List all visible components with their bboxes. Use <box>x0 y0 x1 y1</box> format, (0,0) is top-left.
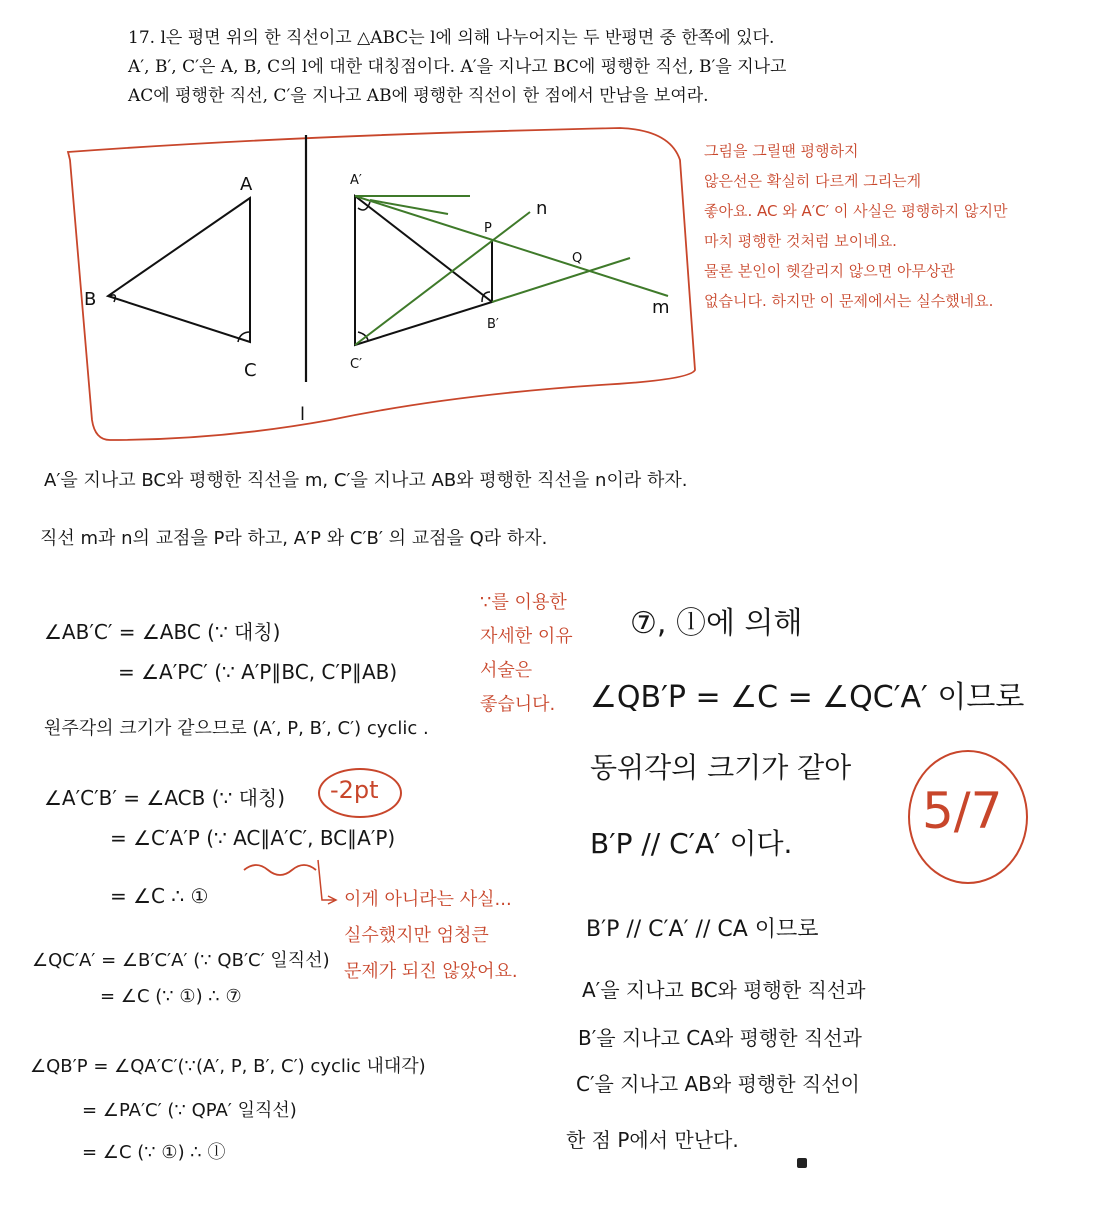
proof-line: = ∠A′PC′ (∵ A′P∥BC, C′P∥AB) <box>118 660 398 684</box>
proof-line: ∠AB′C′ = ∠ABC (∵ 대칭) <box>44 620 281 644</box>
note-line: 좋아요. AC 와 A′C′ 이 사실은 평행하지 않지만 <box>704 202 1008 220</box>
intro-line-2: 직선 m과 n의 교점을 P라 하고, A′P 와 C′B′ 의 교점을 Q라 하자. <box>40 528 548 549</box>
label-l: l <box>300 404 306 425</box>
deduction-circle <box>318 768 402 818</box>
proof-line: ∠QB′P = ∠QA′C′(∵(A′, P, B′, C′) cyclic 내대각) <box>30 1056 426 1077</box>
mistake-note <box>344 882 518 990</box>
note-line: ∵를 이용한 <box>480 592 567 613</box>
intro-line-1: A′을 지나고 BC와 평행한 직선을 m, C′을 지나고 AB와 평행한 직선을 n이라 하자. <box>44 470 688 491</box>
problem-line: AC에 평행한 직선, C′을 지나고 AB에 평행한 직선이 한 점에서 만남을 보여라. <box>128 86 709 106</box>
score-text: 5/7 <box>922 782 1003 840</box>
proof-line: ⑦, ⓛ에 의해 <box>630 606 803 641</box>
detail-note <box>480 586 573 722</box>
label-b: B <box>84 289 97 310</box>
note-line: 서술은 <box>480 660 533 681</box>
note-line: 문제가 되진 않았어요. <box>344 961 518 982</box>
proof-line: = ∠C ∴ ① <box>110 884 209 908</box>
proof-line: 원주각의 크기가 같으므로 (A′, P, B′, C′) cyclic . <box>44 718 429 739</box>
note-line: 자세한 이유 <box>480 626 573 647</box>
proof-line: B′P // C′A′ // CA 이므로 <box>586 917 819 942</box>
note-line: 않은선은 확실히 다르게 그리는게 <box>704 172 922 190</box>
label-a1: A′ <box>350 173 362 188</box>
label-b1: B′ <box>487 317 499 332</box>
note-line: 없습니다. 하지만 이 문제에서는 실수했네요. <box>704 292 994 310</box>
ink-mark <box>797 1158 807 1168</box>
note-line: 이게 아니라는 사실... <box>344 889 512 910</box>
proof-line: ∠A′C′B′ = ∠ACB (∵ 대칭) <box>44 786 286 810</box>
proof-line: A′을 지나고 BC와 평행한 직선과 <box>582 978 866 1002</box>
proof-line: = ∠C′A′P (∵ AC∥A′C′, BC∥A′P) <box>110 826 396 850</box>
proof-line: 한 점 P에서 만난다. <box>566 1128 739 1152</box>
proof-line: 동위각의 크기가 같아 <box>590 751 852 784</box>
problem-line: A′, B′, C′은 A, B, C의 l에 대한 대칭점이다. A′을 지나고 BC에 평행한 직선, B′을 지나고 <box>128 57 787 77</box>
proof-line: ∠QC′A′ = ∠B′C′A′ (∵ QB′C′ 일직선) <box>32 950 330 971</box>
score-circle <box>908 750 1028 884</box>
proof-line: ∠QB′P = ∠C = ∠QC′A′ 이므로 <box>590 680 1025 715</box>
label-p: P <box>484 221 492 236</box>
label-q: Q <box>572 251 583 266</box>
proof-line: = ∠C (∵ ①) ∴ ⑦ <box>100 986 242 1007</box>
deduction-text: -2pt <box>330 776 379 804</box>
note-line: 좋습니다. <box>480 694 556 715</box>
label-c: C <box>244 360 257 381</box>
proof-line: = ∠C (∵ ①) ∴ ⓛ <box>82 1142 226 1163</box>
label-n: n <box>536 198 548 219</box>
proof-line: C′을 지나고 AB와 평행한 직선이 <box>576 1072 860 1096</box>
proof-line: = ∠PA′C′ (∵ QPA′ 일직선) <box>82 1100 297 1121</box>
label-m: m <box>652 297 670 318</box>
proof-line: B′을 지나고 CA와 평행한 직선과 <box>578 1026 862 1050</box>
problem-line: 17. l은 평면 위의 한 직선이고 △ABC는 l에 의해 나누어지는 두 반평면 중 한쪽에 있다. <box>128 28 775 48</box>
label-c1: C′ <box>350 357 363 372</box>
note-line: 물론 본인이 헷갈리지 않으면 아무상관 <box>704 262 955 280</box>
note-line: 그림을 그릴땐 평행하지 <box>704 142 859 160</box>
note-line: 실수했지만 엄청큰 <box>344 925 489 946</box>
note-line: 마치 평행한 것처럼 보이네요. <box>704 232 897 250</box>
label-a: A <box>240 174 253 195</box>
proof-line: B′P // C′A′ 이다. <box>590 827 793 860</box>
